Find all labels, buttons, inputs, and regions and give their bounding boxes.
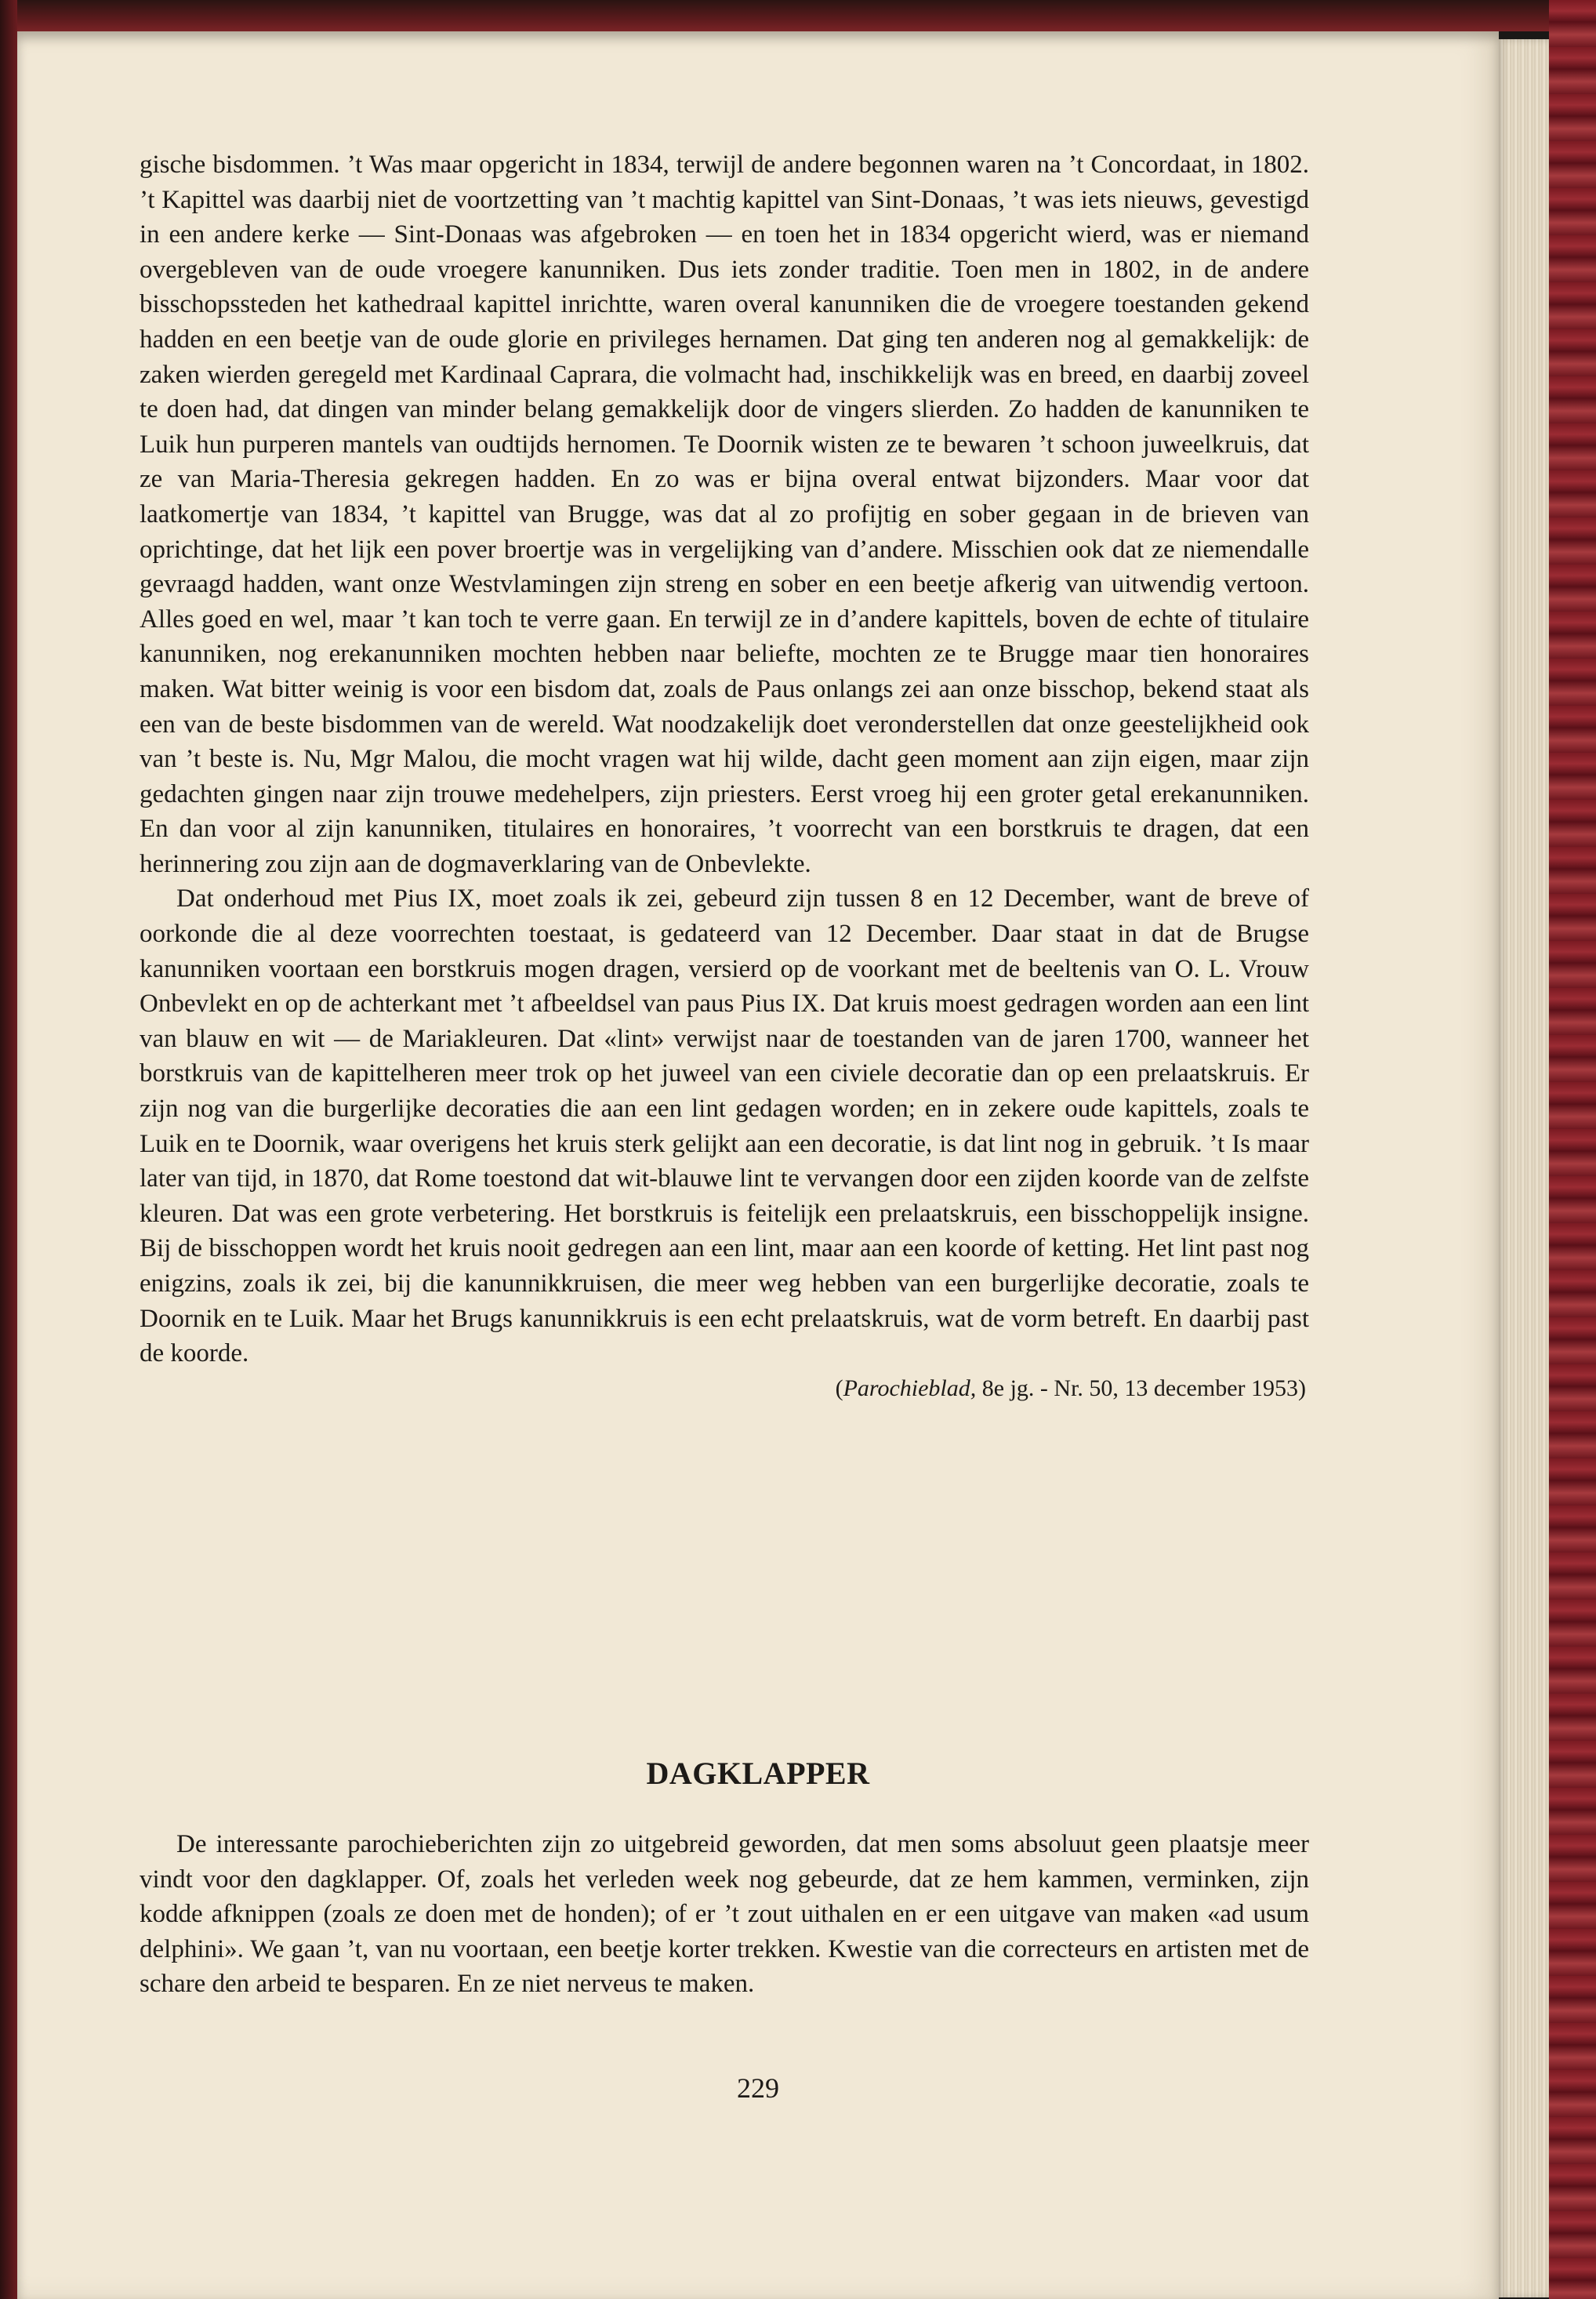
book-cover-left-edge: [0, 0, 17, 2299]
book-cover-top-edge: [0, 0, 1596, 31]
paragraph-2: Dat onderhoud met Pius IX, moet zoals ik zei, gebeurd zijn tussen 8 en 12 December, want de breve of oorkonde die al deze voorrechten toestaat, is gedateerd van 12 December. Daar staat in dat de Brugse kanunniken voortaan een borstkruis mogen dragen, versierd op de voorkant met de beeltenis van O. L. Vrouw Onbevlekt en op de achterkant met ’t afbeeldsel van paus Pius IX. Dat kruis moest gedragen worden aan een lint van blauw en wit — de Mariakleuren. Dat «lint» verwijst naar de toestanden van de jaren 1700, wanneer het borstkruis van de kapittelheren meer trok op het juweel van een civiele decoratie dan op een prelaatskruis. Er zijn nog van die burgerlijke decoraties die aan een lint gedagen worden; en in zekere oude kapittels, zoals te Luik en te Doornik, waar overigens het kruis sterk gelijkt aan een decoratie, is dat lint nog in gebruik. ’t Is maar later van tijd, in 1870, dat Rome toestond dat wit-blauwe lint te vervangen door een zijden koorde van de zelfste kleuren. Dat was een grote verbetering. Het borstkruis is feitelijk een prelaatskruis, een bisschoppelijk insigne. Bij de bisschoppen wordt het kruis nooit gedregen aan een lint, maar aan een koorde of ketting. Het lint past nog enigzins, zoals ik zei, bij die kanunnikkruisen, die meer weg hebben van een burgerlijke decoratie, zoals te Doornik en te Luik. Maar het Brugs kanunnikkruis is een echt prelaatskruis, wat de vorm betreft. En daarbij past de koorde.: [140, 884, 1309, 1368]
citation-close: ): [1298, 1375, 1306, 1401]
section-paragraph-1: De interessante parochieberichten zijn zo uitgebreid geworden, dat men soms absoluut geen plaatsje meer vindt voor den dagklapper. Of, zoals het verleden week nog gebeurde, dat ze hem kammen, verminken, zijn kodde afknippen (zoals ze doen met de honden); of er ’t zout uithalen en er een uitgave van maken «ad usum delphini». We gaan ’t, van nu voortaan, een beetje korter trekken. Kwestie van die correcteurs en artisten met de schare den arbeid te besparen. En ze niet nerveus te maken.: [140, 1830, 1309, 1999]
citation-title: Parochieblad,: [843, 1375, 977, 1401]
page-stack-edges: [1497, 39, 1549, 2297]
citation-details: 8e jg. - Nr. 50, 13 december 1953: [976, 1375, 1298, 1401]
source-citation: [140, 1370, 1309, 1407]
article-body: [140, 147, 1309, 1407]
section-title: DAGKLAPPER: [646, 1756, 870, 1791]
book-cover-right-marbled-edge: [1549, 0, 1596, 2299]
section-body: [140, 1827, 1309, 2002]
page-number: 229: [737, 2072, 779, 2104]
citation-open: (: [835, 1375, 843, 1401]
paragraph-1: gische bisdommen. ’t Was maar opgericht in 1834, terwijl de andere begonnen waren na ’t Concordaat, in 1802. ’t Kapittel was daarbij niet de voortzetting van ’t machtig kapittel van Sint-Donaas, ’t was iets nieuws, gevestigd in een andere kerke — Sint-Donaas was afgebroken — en toen het in 1834 opgericht wierd, was er niemand overgebleven van de oude vroegere kanunniken. Dus iets zonder traditie. Toen men in 1802, in de andere bisschopssteden het kathedraal kapittel inrichtte, waren overal kanunniken die de vroegere toestanden gekend hadden en een beetje van de oude glorie en privileges hernamen. Dat ging ten anderen nog al gemakkelijk: de zaken wierden geregeld met Kardinaal Caprara, die volmacht had, inschikkelijk was en breed, en daarbij zoveel te doen had, dat dingen van minder belang gemakkelijk door de vingers slierden. Zo hadden de kanunniken te Luik hun purperen mantels van oudtijds hernomen. Te Doornik wisten ze te bewaren ’t schoon juweelkruis, dat ze van Maria-Theresia gekregen hadden. En zo was er bijna overal entwat bijzonders. Maar voor dat laatkomertje van 1834, ’t kapittel van Brugge, was dat al zo profijtig en sober gegaan in de brieven van oprichtinge, dat het lijk een pover broertje was in vergelijking van d’andere. Misschien ook dat ze niemendalle gevraagd hadden, want onze Westvlamingen zijn streng en sober en een beetje afkerig van uitwendig vertoon. Alles goed en wel, maar ’t kan toch te verre gaan. En terwijl ze in d’andere kapittels, boven de echte of titulaire kanunniken, nog erekanunniken mochten hebben naar beliefte, mochten ze te Brugge maar tien honoraires maken. Wat bitter weinig is voor een bisdom dat, zoals de Paus onlangs zei aan onze bisschop, bekend staat als een van de beste bisdommen van de wereld. Wat noodzakelijk doet veronderstellen dat onze geestelijkheid ook van ’t beste is. Nu, Mgr Malou, die mocht vragen wat hij wilde, dacht geen moment aan zijn eigen, maar zijn gedachten gingen naar zijn trouwe medehelpers, zijn priesters. Eerst vroeg hij een groter getal erekanunniken. En dan voor al zijn kanunniken, titulaires en honoraires, ’t voorrecht van een borstkruis te dragen, dat een herinnering zou zijn aan de dogmaverklaring van de Onbevlekte.: [140, 151, 1309, 878]
